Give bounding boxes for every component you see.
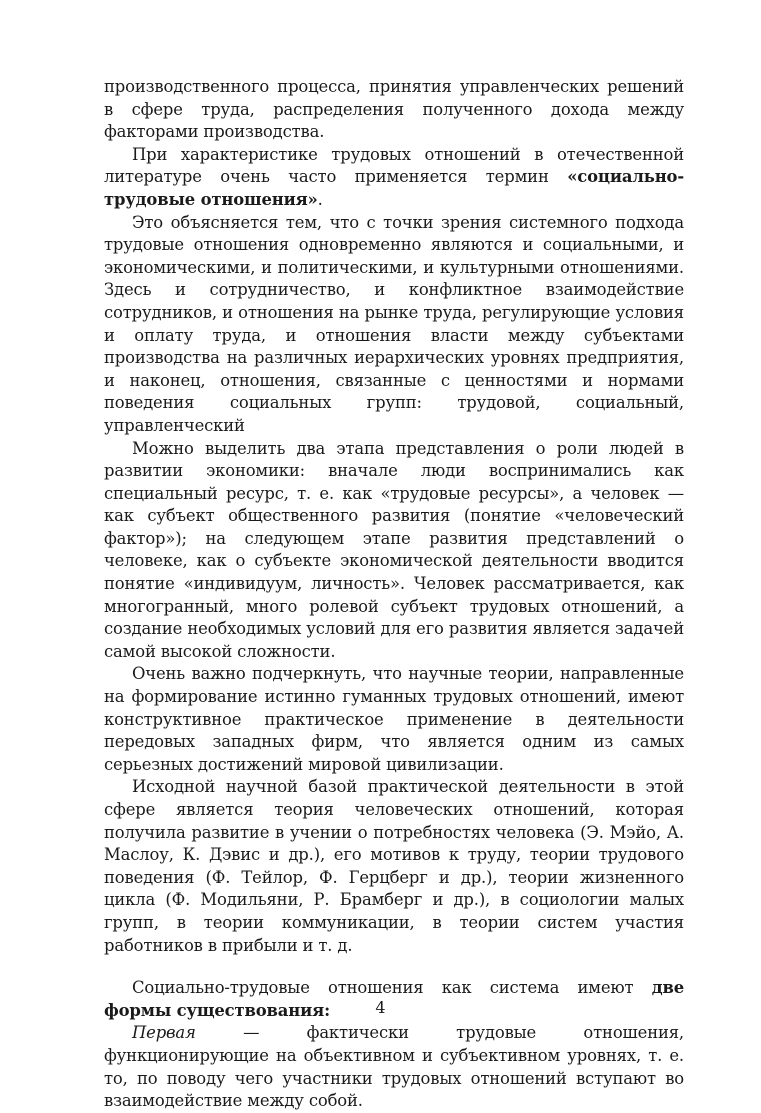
paragraph-text: — фактически трудовые отношения, функционирующие на объективном и субъективном уровнях, т. е. то, по поводу чего участники трудовых отношений вступают во взаимодействие между собой. (104, 1023, 684, 1111)
page-number: 4 (375, 998, 386, 1017)
page-body-text (104, 76, 684, 1113)
paragraph-term-definition (104, 144, 684, 212)
paragraph-two-stages (104, 438, 684, 664)
paragraph-text: . (317, 189, 323, 209)
bold-term: «социально-трудовые отношения» (104, 167, 684, 209)
paragraph-text: Можно выделить два этапа представления о роли людей в развитии экономики: вначале люди воспринимались как специальный ресурс, т. е. как «трудовые ресурсы», а человек — как субъект общественного развития (понятие «человеческий фактор»); на следующем этапе развития представлений о человеке, как о субъекте экономической деятельности вводится понятие «индивидуум, личность». Человек рассматривается, как многогранный, много ролевой субъект трудовых отношений, а создание необходимых условий для его развития является задачей самой высокой сложности. (104, 438, 684, 661)
paragraph-text: Социально-трудовые отношения как система имеют (132, 978, 652, 998)
paragraph-scientific-base (104, 776, 684, 957)
paragraph-text: Это объясняется тем, что с точки зрения системного подхода трудовые отношения одновременно являются и социальными, и экономическими, и политическими, и культурными отношениями. Здесь и сотрудничество, и конфликтное взаимодействие сотрудников, и отношения на рынке труда, регулирующие условия и оплату труда, и отношения власти между субъектами производства на различных иерархических уровнях предприятия, и наконец, отношения, связанные с ценностями и нормами поведения социальных групп: трудовой, социальный, управленческий (104, 212, 684, 435)
paragraph-continuation (104, 76, 684, 144)
paragraph-text: Исходной научной базой практической деятельности в этой сфере является теория человеческих отношений, которая получила развитие в учении о потребностях человека (Э. Мэйо, А. Маслоу, К. Дэвис и др.), его мотивов к труду, теории трудового поведения (Ф. Тейлор, Ф. Герцберг и др.), теории жизненного цикла (Ф. Модильяни, Р. Брамберг и др.), в социологии малых групп, в теории коммуникации, в теории систем участия работников в прибыли и т. д. (104, 777, 684, 955)
paragraph-text: производственного процесса, принятия управленческих решений в сфере труда, распределения полученного дохода между факторами производства. (104, 77, 684, 142)
italic-term: Первая (132, 1023, 196, 1043)
bold-term: две формы существования: (104, 978, 684, 1020)
paragraph-first-form (104, 1022, 684, 1112)
paragraph-text: При характеристике трудовых отношений в отечественной литературе очень часто применяется термин (104, 144, 684, 187)
paragraph-text: Очень важно подчеркнуть, что научные теории, направленные на формирование истинно гуманных трудовых отношений, имеют конструктивное практическое применение в деятельности передовых западных фирм, что является одним из самых серьезных достижений мировой цивилизации. (104, 664, 684, 774)
paragraph-scientific-theories (104, 663, 684, 776)
paragraph-system-approach (104, 212, 684, 438)
